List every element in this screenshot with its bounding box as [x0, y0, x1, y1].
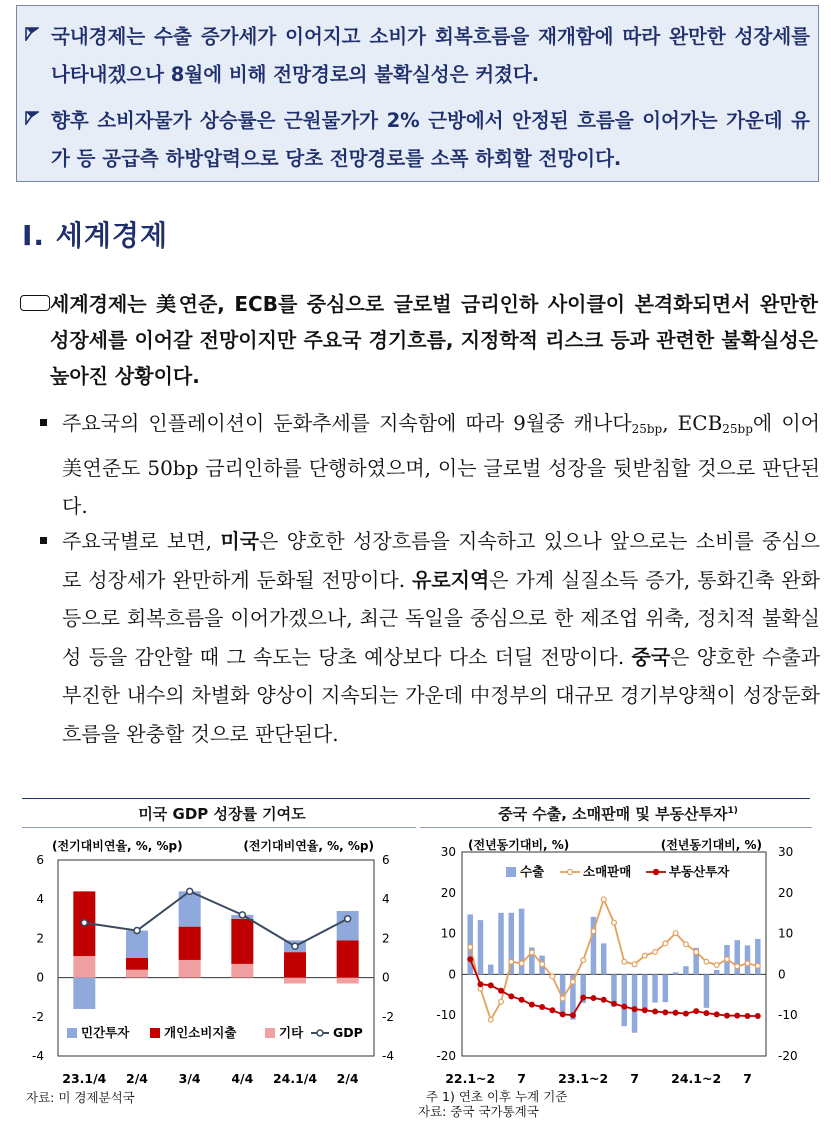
x-tick-label: 22.1~2 — [445, 1071, 496, 1086]
retail-sales-point — [632, 962, 637, 967]
retail-sales-point — [581, 958, 586, 963]
y-tick-label-right: -4 — [382, 1049, 394, 1063]
y-tick-label-left: 20 — [440, 885, 456, 900]
legend-swatch-gdp-marker — [317, 1030, 323, 1036]
bullet-text-part: 은 양호한 수출과 부진한 내수의 차별화 양상이 지속되는 가운데 中정부의 대규모 경기부양책이 성장둔화 흐름을 완충할 것으로 판단된다. — [62, 644, 820, 746]
bar-other — [126, 970, 148, 978]
retail-sales-point — [550, 974, 555, 979]
x-tick-label: 24.1~2 — [671, 1071, 722, 1086]
main-point-text: 세계경제는 美연준, ECB를 중심으로 글로벌 금리인하 사이클이 본격화되면서 완만한 성장세를 이어갈 전망이지만 주요국 경기흐름, 지정학적 리스크 등과 관련한 불확실성은 높아진 상황이다. — [50, 292, 818, 388]
unit-label-left: (전년동기대비, %) — [468, 838, 570, 852]
retail-sales-point — [499, 999, 504, 1004]
bar-export — [488, 965, 494, 975]
y-tick-label-right: -10 — [778, 1008, 798, 1023]
bullet-text-part: 은 양호한 성장흐름을 지속하고 있으나 앞으로는 소비를 중심으로 성장세가 완만하게 둔화될 전망이다. — [62, 529, 821, 592]
unit-label-left: (전기대비연율, %, %p) — [52, 839, 183, 853]
real-estate-point — [694, 1009, 699, 1014]
retail-sales-point — [519, 961, 524, 966]
real-estate-point — [673, 1010, 678, 1015]
square-bullet-icon — [40, 419, 47, 426]
y-tick-label-right: -20 — [778, 1049, 798, 1063]
retail-sales-point — [642, 953, 647, 958]
keyword-china: 중국 — [631, 644, 671, 669]
bar-other — [73, 956, 95, 978]
retail-sales-point — [571, 979, 576, 984]
legend-label: 부동산투자 — [669, 864, 730, 879]
bar-other — [284, 978, 306, 984]
bullet-text — [40, 522, 820, 753]
x-tick-label: 3/4 — [178, 1071, 201, 1086]
bar-export — [734, 940, 740, 974]
keyword-us: 미국 — [220, 529, 260, 553]
retail-sales-point — [683, 942, 688, 947]
bar-export — [704, 974, 710, 1007]
gdp-point — [134, 928, 140, 934]
summary-item — [25, 18, 810, 94]
real-estate-point — [663, 1010, 668, 1015]
gdp-line — [84, 891, 347, 946]
y-tick-label-right: -2 — [382, 1009, 394, 1024]
retail-sales-point — [560, 996, 565, 1001]
x-tick-label: 7 — [630, 1071, 639, 1086]
source-us: 자료: 미 경제분석국 — [26, 1090, 135, 1105]
bar-export — [652, 974, 658, 1002]
bar-consumption — [337, 940, 359, 977]
bar-export — [673, 972, 679, 974]
bar-export — [683, 966, 689, 974]
bar-private-investment — [126, 931, 148, 958]
legend-label: 소매판매 — [583, 864, 632, 879]
y-tick-label-left: 10 — [440, 926, 456, 941]
retail-sales-point — [529, 950, 534, 955]
bar-export — [498, 913, 504, 975]
x-tick-label: 23.1/4 — [62, 1071, 107, 1086]
plot-frame — [462, 852, 766, 1056]
retail-sales-point — [509, 959, 514, 964]
bar-consumption — [179, 927, 201, 960]
real-estate-point — [612, 1001, 617, 1006]
y-tick-label-right: 20 — [778, 885, 794, 900]
bullet-text-part: 주요국별로 보면, — [62, 529, 221, 553]
legend-swatch-other — [265, 1028, 275, 1038]
y-tick-label-right: 4 — [382, 892, 390, 907]
y-tick-label-left: -10 — [436, 1008, 456, 1023]
retail-sales-point — [725, 957, 730, 962]
subscript: 25bp — [722, 422, 753, 436]
summary-item — [25, 102, 810, 178]
bar-other — [231, 964, 253, 978]
retail-sales-point — [735, 964, 740, 969]
keyword-euro: 유로지역 — [412, 567, 490, 592]
real-estate-point — [571, 1013, 576, 1018]
legend-swatch-consumption — [150, 1028, 160, 1038]
real-estate-point — [735, 1013, 740, 1018]
gdp-point — [81, 920, 87, 926]
real-estate-point — [622, 1004, 627, 1009]
us-gdp-chart — [22, 830, 416, 1092]
retail-sales-point — [468, 945, 473, 950]
bar-export — [642, 974, 648, 1011]
retail-sales-point — [653, 950, 658, 955]
china-indicators-chart — [420, 830, 812, 1092]
legend-label: 기타 — [279, 1025, 304, 1040]
bar-export — [714, 970, 720, 974]
y-tick-label-left: -4 — [32, 1049, 44, 1063]
y-tick-label-left: 6 — [36, 853, 44, 867]
x-tick-label: 4/4 — [231, 1071, 254, 1086]
legend-swatch-private-investment — [67, 1028, 77, 1038]
gdp-point — [345, 916, 351, 922]
legend-label: 수출 — [520, 864, 545, 879]
y-tick-label-right: 0 — [382, 970, 390, 985]
bar-consumption — [284, 952, 306, 977]
gdp-point — [239, 912, 245, 918]
y-tick-label-right: 30 — [778, 845, 794, 859]
retail-sales-point — [488, 1017, 493, 1022]
y-tick-label-left: 0 — [448, 967, 456, 982]
unit-label-right: (전기대비연율, %, %p) — [243, 839, 374, 853]
bullet-paragraph — [40, 404, 820, 526]
y-tick-label-right: 6 — [382, 853, 390, 867]
real-estate-point — [755, 1014, 760, 1019]
y-tick-label-right: 10 — [778, 926, 794, 941]
summary-box — [16, 5, 819, 182]
retail-sales-point — [745, 961, 750, 966]
real-estate-point — [581, 995, 586, 1000]
real-estate-point — [704, 1011, 709, 1016]
square-bullet-icon — [40, 537, 47, 544]
chart-title-rule — [22, 827, 416, 828]
retail-sales-point — [540, 962, 545, 967]
real-estate-point — [725, 1013, 730, 1018]
bar-export — [663, 974, 669, 1002]
real-estate-point — [560, 1012, 565, 1017]
retail-sales-point — [663, 941, 668, 946]
bullet-text-part: 은 가계 실질소득 증가, 통화긴축 완화 등으로 회복흐름을 이어가겠으나, 최근 독일을 중심으로 한 제조업 위축, 정치적 불확실성 등을 감안할 때 그 속도는 당초 예상보다 다소 더딜 전망이다. — [62, 567, 820, 669]
real-estate-point — [745, 1014, 750, 1019]
x-tick-label: 2/4 — [336, 1071, 359, 1086]
rounded-box-bullet-icon — [20, 295, 50, 311]
retail-sales-point — [755, 963, 760, 968]
section-title: Ⅰ. 세계경제 — [22, 219, 168, 252]
real-estate-point — [478, 982, 483, 987]
chart-title-text: 중국 수출, 소매판매 및 부동산투자 — [498, 805, 728, 823]
legend-swatch-retail-marker — [567, 869, 572, 874]
bullet-paragraph — [40, 522, 820, 753]
real-estate-point — [550, 1008, 555, 1013]
summary-text: 국내경제는 수출 증가세가 이어지고 소비가 회복흐름을 재개함에 따라 완만한 성장세를 나타내겠으나 8월에 비해 전망경로의 불확실성은 커졌다. — [51, 25, 810, 86]
y-tick-label-left: 4 — [36, 892, 44, 907]
retail-sales-point — [673, 931, 678, 936]
bullet-text-part: , ECB — [662, 411, 723, 435]
chart-title-china — [418, 803, 818, 824]
bar-export — [601, 943, 607, 974]
legend-label: 개인소비지출 — [164, 1025, 237, 1040]
title-footnote-mark: 1) — [727, 806, 738, 816]
retail-sales-point — [714, 963, 719, 968]
y-tick-label-left: 0 — [36, 970, 44, 985]
unit-label-right: (전년동기대비, %) — [660, 838, 762, 852]
flag-bullet-icon — [25, 111, 39, 125]
main-point — [18, 286, 818, 394]
bullet-text — [40, 404, 820, 526]
legend-swatch-real-estate-marker — [653, 869, 658, 874]
bar-other — [179, 960, 201, 978]
legend-swatch-export — [506, 867, 516, 877]
chart-title-rule — [420, 827, 812, 828]
bar-export — [755, 939, 761, 974]
bar-other — [337, 978, 359, 984]
x-tick-label: 24.1/4 — [272, 1071, 318, 1086]
real-estate-point — [529, 1002, 534, 1007]
source-china: 자료: 중국 국가통계국 — [418, 1104, 539, 1119]
bullet-text-part: 에 이어 美연준도 50bp 금리인하를 단행하였으며, 이는 글로벌 성장을 뒷받침할 것으로 판단된다. — [62, 411, 820, 518]
chart-title-us: 미국 GDP 성장률 기여도 — [138, 805, 306, 823]
real-estate-point — [714, 1012, 719, 1017]
real-estate-point — [632, 1007, 637, 1012]
bar-consumption — [126, 958, 148, 970]
real-estate-point — [540, 1005, 545, 1010]
y-tick-label-right: 2 — [382, 931, 390, 946]
bar-consumption — [231, 919, 253, 964]
gdp-point — [292, 943, 298, 949]
real-estate-point — [509, 994, 514, 999]
note-china: 주 1) 연초 이후 누계 기준 — [426, 1089, 568, 1104]
y-tick-label-left: -20 — [436, 1049, 456, 1063]
bar-export — [632, 974, 638, 1032]
y-tick-label-left: 30 — [440, 845, 456, 859]
flag-bullet-icon — [25, 27, 39, 41]
subscript: 25bp — [631, 422, 663, 436]
real-estate-point — [642, 1008, 647, 1013]
real-estate-point — [468, 957, 473, 962]
x-tick-label: 7 — [517, 1071, 526, 1086]
y-tick-label-left: -2 — [32, 1009, 44, 1024]
real-estate-point — [519, 997, 524, 1002]
real-estate-point — [653, 1009, 658, 1014]
y-tick-label-right: 0 — [778, 967, 786, 982]
bar-export — [622, 974, 628, 1026]
y-tick-label-left: 2 — [36, 931, 44, 946]
bullet-text-part: 주요국의 인플레이션이 둔화추세를 지속함에 따라 9월중 캐나다 — [62, 411, 632, 435]
chart-top-rule — [22, 798, 810, 799]
summary-text: 향후 소비자물가 상승률은 근원물가가 2% 근방에서 안정된 흐름을 이어가는 가운데 유가 등 공급측 하방압력으로 당초 전망경로를 소폭 하회할 전망이다. — [51, 109, 810, 170]
x-tick-label: 23.1~2 — [558, 1071, 609, 1086]
retail-sales-point — [704, 959, 709, 964]
real-estate-point — [601, 997, 606, 1002]
retail-sales-point — [601, 897, 606, 902]
bar-private-investment — [73, 978, 95, 1009]
real-estate-point — [591, 996, 596, 1001]
bar-export — [478, 920, 484, 974]
x-tick-label: 7 — [743, 1071, 752, 1086]
retail-sales-point — [591, 929, 596, 934]
retail-sales-point — [694, 950, 699, 955]
x-tick-label: 2/4 — [126, 1071, 148, 1086]
real-estate-point — [683, 1011, 688, 1016]
bar-export — [745, 945, 751, 974]
gdp-point — [187, 888, 193, 894]
real-estate-point — [499, 988, 504, 993]
retail-sales-point — [612, 920, 617, 925]
real-estate-point — [488, 983, 493, 988]
legend-label: 민간투자 — [81, 1025, 130, 1040]
retail-sales-point — [622, 959, 627, 964]
legend-label: GDP — [333, 1025, 363, 1040]
